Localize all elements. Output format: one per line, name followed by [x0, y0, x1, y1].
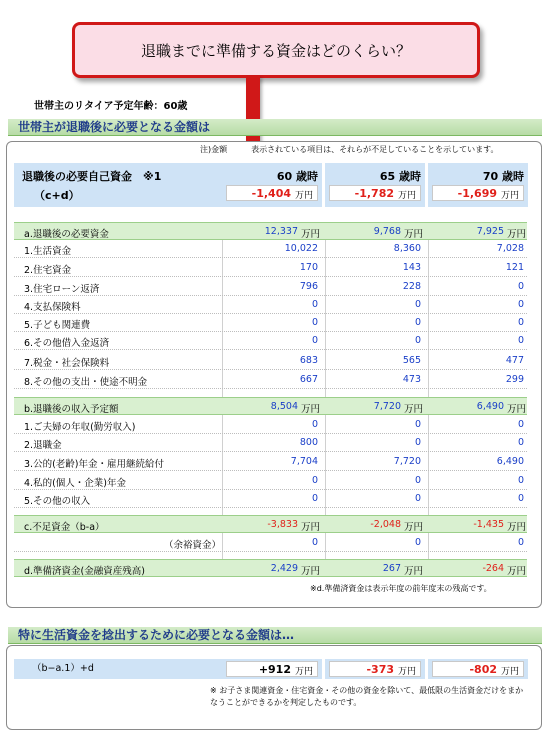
cell-value: 0: [311, 317, 318, 328]
required-funds-header: [14, 163, 222, 207]
table-row: [14, 515, 527, 533]
row-label: 1.ご夫婦の年収(勤労収入): [24, 422, 136, 433]
required-value: -1,404: [251, 187, 291, 200]
living-funds-value: +912: [258, 663, 291, 676]
unit-label: 万円: [300, 229, 320, 240]
header-label-line2: （c+d）: [34, 189, 80, 202]
row-label: 3.公的(老齢)年金・雇用継続給付: [24, 459, 164, 470]
table-row: [14, 259, 527, 277]
cell-value: 0: [414, 493, 421, 504]
living-funds-cell: [325, 659, 425, 679]
living-funds-value: -373: [366, 663, 394, 676]
row-label: 1.生活資金: [24, 246, 72, 257]
cell-value: -3,833: [267, 519, 298, 530]
cell-value: 2,429: [270, 563, 298, 574]
cell-value: 800: [299, 437, 318, 448]
cell-value: 12,337: [264, 226, 298, 237]
cell-value: -2,048: [370, 519, 401, 530]
cell-value: 0: [517, 299, 524, 310]
year-label: 60 歳時: [276, 170, 318, 183]
table-row: [14, 397, 527, 415]
table-row: [14, 278, 527, 296]
table-row: [14, 472, 527, 490]
unit-label: 万円: [506, 404, 526, 415]
cell-value: 143: [402, 262, 421, 273]
cell-value: 8,360: [393, 243, 421, 254]
unit-label: 万円: [506, 566, 526, 577]
cell-value: 0: [517, 335, 524, 346]
cell-value: 7,028: [496, 243, 524, 254]
retire-age-label: 世帯主のリタイア予定年齢：60歳: [34, 101, 188, 112]
table-row: [14, 416, 527, 434]
cell-value: 7,704: [290, 456, 318, 467]
year-label: 65 歳時: [379, 170, 421, 183]
table-row: [14, 559, 527, 577]
year-col-60: [222, 163, 322, 207]
cell-value: 170: [299, 262, 318, 273]
cell-value: 6,490: [476, 401, 504, 412]
unit-label: 万円: [500, 667, 519, 677]
row-label: b.退職後の収入予定額: [24, 404, 119, 415]
unit-label: 万円: [397, 667, 416, 677]
table-row: [14, 296, 527, 314]
row-label: 4.私的(個人・企業)年金: [24, 478, 126, 489]
row-label: 2.退職金: [24, 440, 62, 451]
row-label: 3.住宅ローン返済: [24, 284, 100, 295]
row-label: 8.その他の支出・使途不明金: [24, 377, 148, 388]
row-label: 5.その他の収入: [24, 496, 91, 507]
cell-value: 565: [402, 355, 421, 366]
cell-value: 477: [505, 355, 524, 366]
table-row: [14, 222, 527, 240]
note-d: ※d.準備済資金は表示年度の前年度末の残高です。: [310, 584, 492, 593]
unit-label: 万円: [403, 229, 423, 240]
cell-value: 0: [517, 537, 524, 548]
unit-label: 万円: [294, 191, 313, 201]
required-value-box: [226, 185, 318, 201]
unit-label: 万円: [506, 229, 526, 240]
note-top: 注)金額 表示されている項目は、それらが不足していることを示しています。: [200, 145, 499, 154]
section1-title: 世帯主が退職後に必要となる金額は: [8, 119, 542, 136]
year-col-65: [325, 163, 425, 207]
row-label: d.準備済資金(金融資産残高): [24, 566, 145, 577]
row-label: 5.子ども関連費: [24, 320, 91, 331]
required-value-box: [329, 185, 421, 201]
cell-value: 8,504: [270, 401, 298, 412]
callout-box: [72, 22, 480, 78]
cell-value: 0: [414, 537, 421, 548]
cell-value: 0: [517, 317, 524, 328]
unit-label: 万円: [403, 522, 423, 533]
cell-value: 0: [414, 419, 421, 430]
table-row: [14, 434, 527, 452]
unit-label: 万円: [403, 404, 423, 415]
cell-value: 299: [505, 374, 524, 385]
table-row: [14, 314, 527, 332]
unit-label: 万円: [300, 566, 320, 577]
living-funds-cell: [222, 659, 322, 679]
cell-value: 7,720: [393, 456, 421, 467]
cell-value: 0: [311, 493, 318, 504]
row-label: a.退職後の必要資金: [24, 229, 109, 240]
section2-title: 特に生活資金を捻出するために必要となる金額は…: [8, 627, 542, 644]
living-funds-cell: [428, 659, 528, 679]
cell-value: 0: [517, 419, 524, 430]
required-value: -1,782: [354, 187, 394, 200]
unit-label: 万円: [397, 191, 416, 201]
cell-value: 9,768: [373, 226, 401, 237]
table-row: [14, 490, 527, 508]
cell-value: 0: [414, 335, 421, 346]
cell-value: 0: [414, 475, 421, 486]
cell-value: 0: [414, 299, 421, 310]
table-row: [14, 352, 527, 370]
unit-label: 万円: [500, 191, 519, 201]
row-label: 6.その他借入金返済: [24, 338, 110, 349]
cell-value: 796: [299, 281, 318, 292]
header-label-line1: 退職後の必要自己資金 ※1: [22, 170, 162, 183]
cell-value: 0: [517, 437, 524, 448]
table-row: [14, 453, 527, 471]
unit-label: 万円: [506, 522, 526, 533]
cell-value: 0: [414, 437, 421, 448]
required-value-box: [432, 185, 524, 201]
note-bottom: ※ お子さま関連資金・住宅資金・その他の資金を除いて、最低限の生活資金だけをまかなうことができるかを判定したものです。: [210, 686, 524, 707]
cell-value: 0: [311, 299, 318, 310]
table-row: [14, 332, 527, 350]
cell-value: -1,435: [473, 519, 504, 530]
unit-label: 万円: [300, 404, 320, 415]
cell-value: 0: [517, 475, 524, 486]
callout-text: 退職までに準備する資金はどのくらい？: [140, 41, 411, 60]
cell-value: 0: [311, 335, 318, 346]
cell-value: 473: [402, 374, 421, 385]
cell-value: 121: [505, 262, 524, 273]
table-row: [14, 534, 527, 552]
cell-value: 0: [517, 281, 524, 292]
unit-label: 万円: [294, 667, 313, 677]
row-label: c.不足資金（b-a）: [24, 522, 105, 533]
cell-value: 0: [517, 493, 524, 504]
living-funds-value: -802: [469, 663, 497, 676]
cell-value: 267: [382, 563, 401, 574]
cell-value: -264: [482, 563, 504, 574]
cell-value: 0: [414, 317, 421, 328]
cell-value: 7,720: [373, 401, 401, 412]
cell-value: 667: [299, 374, 318, 385]
row-label: （余裕資金）: [164, 540, 222, 551]
cell-value: 228: [402, 281, 421, 292]
cell-value: 0: [311, 475, 318, 486]
cell-value: 6,490: [496, 456, 524, 467]
cell-value: 10,022: [284, 243, 318, 254]
cell-value: 0: [311, 419, 318, 430]
row-label: 7.税金・社会保険料: [24, 358, 110, 369]
row-label: 4.支払保険料: [24, 302, 81, 313]
unit-label: 万円: [300, 522, 320, 533]
living-funds-label: （b−a.1）+d: [14, 659, 222, 679]
cell-value: 7,925: [476, 226, 504, 237]
row-label: 2.住宅資金: [24, 265, 72, 276]
cell-value: 683: [299, 355, 318, 366]
table-row: [14, 240, 527, 258]
unit-label: 万円: [403, 566, 423, 577]
cell-value: 0: [311, 537, 318, 548]
table-row: [14, 371, 527, 389]
required-value: -1,699: [457, 187, 497, 200]
year-col-70: [428, 163, 528, 207]
living-funds-row: [14, 659, 527, 679]
year-label: 70 歳時: [482, 170, 524, 183]
